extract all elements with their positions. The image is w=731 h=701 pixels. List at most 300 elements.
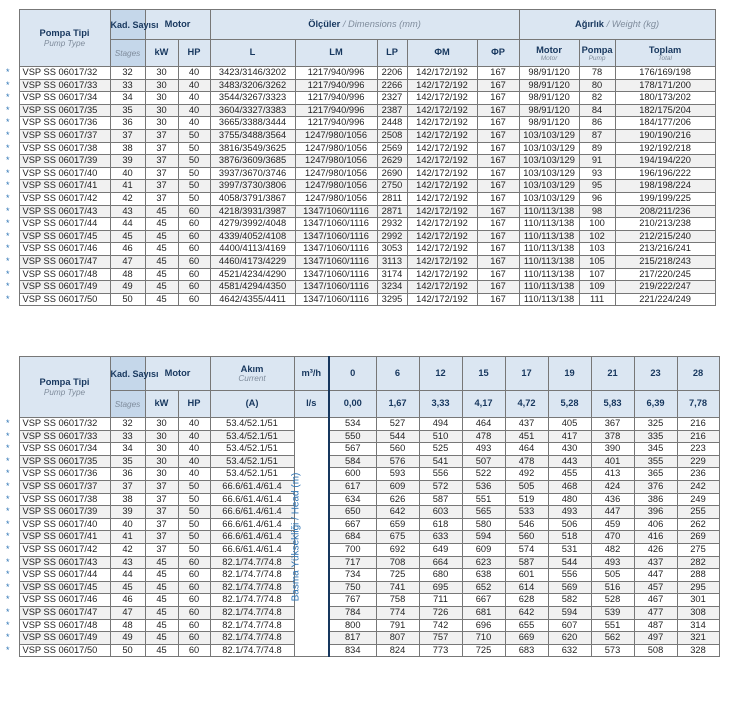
head-value: 587 (505, 556, 548, 569)
stages-value: 45 (110, 230, 145, 243)
flow-m3h-8: 28 (677, 357, 719, 391)
hp-value: 60 (178, 243, 210, 256)
head-value: 565 (462, 506, 505, 519)
head-value: 470 (591, 531, 634, 544)
lm-value: 1247/980/1056 (295, 192, 377, 205)
head-value: 531 (548, 543, 591, 556)
motor-header-2: Motor (145, 357, 210, 391)
pump-model: VSP SS 06017/36 (19, 468, 110, 481)
head-value: 642 (505, 606, 548, 619)
weight-total-value: 190/190/216 (615, 129, 715, 142)
current-value: 66.6/61.4/61.4 (210, 493, 294, 506)
asterisk-marker: * (6, 129, 19, 142)
weight-pump-value: 78 (579, 67, 615, 80)
head-value: 367 (591, 418, 634, 431)
stages-value: 36 (110, 468, 145, 481)
asterisk-marker: * (6, 594, 19, 607)
pump-model: VSP SS 06017/33 (19, 430, 110, 443)
head-value: 556 (419, 468, 462, 481)
current-value: 66.6/61.4/61.4 (210, 543, 294, 556)
head-value: 533 (505, 506, 548, 519)
weight-pump-value: 80 (579, 79, 615, 92)
stages-value: 49 (110, 632, 145, 645)
pump-model: VSP SS 06017/44 (19, 569, 110, 582)
head-value: 708 (376, 556, 419, 569)
current-value: 66.6/61.4/61.4 (210, 480, 294, 493)
pump-model: VSP SS 06017/44 (19, 218, 110, 231)
hp-value: 60 (178, 644, 210, 657)
asterisk-marker: * (6, 644, 19, 657)
head-value: 314 (677, 619, 719, 632)
table-row (6, 281, 715, 294)
hp-value: 60 (178, 569, 210, 582)
head-value: 455 (548, 468, 591, 481)
lm-value: 1347/1060/1116 (295, 205, 377, 218)
head-value: 623 (462, 556, 505, 569)
l-value: 4581/4294/4350 (210, 281, 295, 294)
lm-value: 1247/980/1056 (295, 129, 377, 142)
flow-ls-4: 4,72 (505, 391, 548, 418)
head-value: 649 (419, 543, 462, 556)
kw-value: 30 (145, 79, 178, 92)
head-value: 750 (329, 581, 376, 594)
weight-motor-value: 98/91/120 (519, 104, 579, 117)
kw-value: 37 (145, 180, 178, 193)
head-value: 487 (634, 619, 677, 632)
head-value: 692 (376, 543, 419, 556)
hp-value: 50 (178, 180, 210, 193)
hp-value: 60 (178, 556, 210, 569)
asterisk-marker: * (6, 230, 19, 243)
table-row (6, 556, 719, 569)
table-row (6, 155, 715, 168)
lp-value: 2629 (377, 155, 407, 168)
l-value: 3665/3388/3444 (210, 117, 295, 130)
stages-value: 50 (110, 644, 145, 657)
phim-value: 142/172/192 (407, 155, 477, 168)
hp-value: 50 (178, 129, 210, 142)
head-value: 522 (462, 468, 505, 481)
kw-value: 37 (145, 192, 178, 205)
head-value: 405 (548, 418, 591, 431)
weight-motor-value: 103/103/129 (519, 192, 579, 205)
weight-total-value: 178/171/200 (615, 79, 715, 92)
phip-value: 167 (477, 155, 519, 168)
lp-value: 2448 (377, 117, 407, 130)
table-row (6, 619, 719, 632)
head-value: 710 (462, 632, 505, 645)
hp-value: 40 (178, 67, 210, 80)
lm-value: 1347/1060/1116 (295, 218, 377, 231)
head-value: 242 (677, 480, 719, 493)
head-value: 550 (329, 430, 376, 443)
pump-model: VSP SS 06017/43 (19, 205, 110, 218)
head-value: 430 (548, 443, 591, 456)
table-row (6, 418, 719, 431)
head-value: 574 (505, 543, 548, 556)
l-value: 4642/4355/4411 (210, 293, 295, 306)
pump-model: VSP SS 06017/32 (19, 67, 110, 80)
weight-pump-value: 109 (579, 281, 615, 294)
l-value: 3997/3730/3806 (210, 180, 295, 193)
asterisk-marker: * (6, 506, 19, 519)
l-value: 4521/4234/4290 (210, 268, 295, 281)
table-row (6, 293, 715, 306)
pump-model: VSP SS 06017/42 (19, 543, 110, 556)
kw-value: 45 (145, 268, 178, 281)
pump-model: VSP SS 06017/46 (19, 243, 110, 256)
dimensions-header: Ölçüler / Dimensions (mm) (210, 10, 519, 40)
asterisk-marker: * (6, 67, 19, 80)
hp-value: 40 (178, 418, 210, 431)
head-value: 742 (419, 619, 462, 632)
asterisk-marker: * (6, 79, 19, 92)
asterisk-marker: * (6, 581, 19, 594)
phim-value: 142/172/192 (407, 167, 477, 180)
hp-value: 60 (178, 230, 210, 243)
head-value: 492 (505, 468, 548, 481)
head-value: 757 (419, 632, 462, 645)
head-value: 773 (419, 644, 462, 657)
phim-value: 142/172/192 (407, 230, 477, 243)
stages-value: 43 (110, 556, 145, 569)
head-value: 482 (591, 543, 634, 556)
flow-m3h-6: 21 (591, 357, 634, 391)
head-value: 681 (462, 606, 505, 619)
asterisk-marker: * (6, 569, 19, 582)
phip-value: 167 (477, 129, 519, 142)
asterisk-marker: * (6, 167, 19, 180)
head-axis-label: Basma Yüksekliği / Head (m) (290, 472, 302, 602)
head-value: 774 (376, 606, 419, 619)
weight-total-value: 176/169/198 (615, 67, 715, 80)
stages-value: 44 (110, 218, 145, 231)
lp-value: 2690 (377, 167, 407, 180)
hp-header-2: HP (178, 391, 210, 418)
phim-value: 142/172/192 (407, 218, 477, 231)
phim-value: 142/172/192 (407, 117, 477, 130)
head-value: 824 (376, 644, 419, 657)
kw-value: 37 (145, 531, 178, 544)
pump-model: VSP SS 06017/38 (19, 142, 110, 155)
head-value: 468 (548, 480, 591, 493)
hp-value: 40 (178, 468, 210, 481)
head-value: 655 (505, 619, 548, 632)
head-value: 560 (376, 443, 419, 456)
head-value: 695 (419, 581, 462, 594)
head-value: 478 (462, 430, 505, 443)
head-value: 609 (462, 543, 505, 556)
head-value: 600 (329, 468, 376, 481)
weight-motor-value: 110/113/138 (519, 243, 579, 256)
table-row (6, 632, 719, 645)
head-value: 573 (591, 644, 634, 657)
head-value: 650 (329, 506, 376, 519)
kw-header: kW (145, 40, 178, 67)
head-value: 536 (462, 480, 505, 493)
stages-value: 32 (110, 67, 145, 80)
hp-value: 60 (178, 632, 210, 645)
table-row (6, 142, 715, 155)
kw-value: 30 (145, 468, 178, 481)
hp-value: 60 (178, 293, 210, 306)
head-value: 725 (462, 644, 505, 657)
kw-value: 45 (145, 581, 178, 594)
pump-model: VSP SS 06017/48 (19, 268, 110, 281)
table-row (6, 230, 715, 243)
asterisk-marker: * (6, 480, 19, 493)
phim-value: 142/172/192 (407, 129, 477, 142)
head-value: 457 (634, 581, 677, 594)
lm-value: 1217/940/996 (295, 104, 377, 117)
kw-value: 30 (145, 443, 178, 456)
weight-pump-value: 103 (579, 243, 615, 256)
pump-model: VSP SS 06017/38 (19, 493, 110, 506)
kw-value: 30 (145, 418, 178, 431)
head-value: 541 (419, 455, 462, 468)
stages-value: 32 (110, 418, 145, 431)
pump-model: VSP SS 06017/45 (19, 230, 110, 243)
table-row (6, 67, 715, 80)
kw-value: 45 (145, 619, 178, 632)
table-row (6, 493, 719, 506)
lp-value: 2932 (377, 218, 407, 231)
pump-model: VSP SS 06017/48 (19, 619, 110, 632)
hp-value: 60 (178, 581, 210, 594)
weight-motor-value: 110/113/138 (519, 255, 579, 268)
flow-m3h-1: 6 (376, 357, 419, 391)
lp-value: 3113 (377, 255, 407, 268)
head-value: 505 (591, 569, 634, 582)
table-row (6, 255, 715, 268)
lm-value: 1217/940/996 (295, 92, 377, 105)
l-value: 3937/3670/3746 (210, 167, 295, 180)
head-value: 642 (376, 506, 419, 519)
pump-model: VSP SS 06017/34 (19, 443, 110, 456)
flow-m3h-2: 12 (419, 357, 462, 391)
head-value: 726 (419, 606, 462, 619)
weight-pump-value: 87 (579, 129, 615, 142)
head-value: 506 (548, 518, 591, 531)
table-row (6, 594, 719, 607)
pump-model: VSP SS 06017/35 (19, 104, 110, 117)
weight-total-header: Toplam Total (615, 40, 715, 67)
head-value: 680 (419, 569, 462, 582)
phim-value: 142/172/192 (407, 79, 477, 92)
weight-pump-value: 84 (579, 104, 615, 117)
head-value: 560 (505, 531, 548, 544)
weight-motor-value: 110/113/138 (519, 230, 579, 243)
weight-pump-value: 91 (579, 155, 615, 168)
head-value: 493 (548, 506, 591, 519)
stages-value: 46 (110, 594, 145, 607)
phip-value: 167 (477, 255, 519, 268)
stages-value: 42 (110, 543, 145, 556)
flow-m3h-3: 15 (462, 357, 505, 391)
lm-value: 1247/980/1056 (295, 180, 377, 193)
lp-value: 2387 (377, 104, 407, 117)
kw-value: 30 (145, 430, 178, 443)
table-row (6, 531, 719, 544)
pump-model: VSP SS 06017/41 (19, 531, 110, 544)
weight-pump-value: 82 (579, 92, 615, 105)
current-header: Akım Current (210, 357, 294, 391)
weight-pump-value: 111 (579, 293, 615, 306)
phim-value: 142/172/192 (407, 67, 477, 80)
motor-header: Motor (145, 10, 210, 40)
asterisk-marker: * (6, 543, 19, 556)
head-value: 406 (634, 518, 677, 531)
l-value: 4279/3992/4048 (210, 218, 295, 231)
head-value: 493 (462, 443, 505, 456)
stages-value: 45 (110, 581, 145, 594)
current-unit-header: (A) (210, 391, 294, 418)
weight-motor-value: 110/113/138 (519, 268, 579, 281)
head-value: 617 (329, 480, 376, 493)
current-value: 82.1/74.7/74.8 (210, 556, 294, 569)
phim-value: 142/172/192 (407, 268, 477, 281)
kw-value: 45 (145, 556, 178, 569)
performance-table-body (6, 418, 719, 657)
head-value: 436 (591, 493, 634, 506)
head-value: 390 (591, 443, 634, 456)
performance-table (6, 356, 720, 657)
stages-value: 47 (110, 255, 145, 268)
pump-model: VSP SS 06017/41 (19, 180, 110, 193)
weight-pump-value: 98 (579, 205, 615, 218)
head-value: 413 (591, 468, 634, 481)
asterisk-marker: * (6, 281, 19, 294)
weight-total-value: 221/224/249 (615, 293, 715, 306)
m3h-header: m³/h (294, 357, 329, 391)
asterisk-marker: * (6, 268, 19, 281)
stages-value: 48 (110, 619, 145, 632)
phip-value: 167 (477, 243, 519, 256)
asterisk-marker: * (6, 243, 19, 256)
head-value: 437 (505, 418, 548, 431)
weight-motor-value: 103/103/129 (519, 155, 579, 168)
table-row (6, 518, 719, 531)
head-value: 328 (677, 644, 719, 657)
phip-value: 167 (477, 142, 519, 155)
weight-motor-value: 103/103/129 (519, 180, 579, 193)
lm-value: 1247/980/1056 (295, 155, 377, 168)
hp-value: 40 (178, 79, 210, 92)
stages-value: 38 (110, 493, 145, 506)
head-value: 834 (329, 644, 376, 657)
table-row (6, 79, 715, 92)
table-row (6, 569, 719, 582)
phim-value: 142/172/192 (407, 180, 477, 193)
stages-en-header-2: Stages (110, 391, 145, 418)
head-value: 633 (419, 531, 462, 544)
pump-model: VSP SS 06017/49 (19, 281, 110, 294)
lp-value: 2871 (377, 205, 407, 218)
head-value: 669 (505, 632, 548, 645)
l-value: 4460/4173/4229 (210, 255, 295, 268)
head-value: 817 (329, 632, 376, 645)
head-value: 308 (677, 606, 719, 619)
head-value: 683 (505, 644, 548, 657)
hp-value: 50 (178, 480, 210, 493)
lm-value: 1217/940/996 (295, 117, 377, 130)
pump-type-header: Pompa Tipi Pump Type (19, 10, 110, 67)
head-value: 335 (634, 430, 677, 443)
weight-total-value: 217/220/245 (615, 268, 715, 281)
table-row (6, 455, 719, 468)
head-value: 659 (376, 518, 419, 531)
l-value: 3604/3327/3383 (210, 104, 295, 117)
asterisk-marker: * (6, 619, 19, 632)
weight-total-value: 212/215/240 (615, 230, 715, 243)
kw-value: 37 (145, 543, 178, 556)
head-value: 614 (505, 581, 548, 594)
head-value: 800 (329, 619, 376, 632)
lp-value: 3234 (377, 281, 407, 294)
current-value: 82.1/74.7/74.8 (210, 644, 294, 657)
head-value: 236 (677, 468, 719, 481)
table-row (6, 92, 715, 105)
head-value: 539 (591, 606, 634, 619)
phip-value: 167 (477, 92, 519, 105)
phim-header: ΦM (407, 40, 477, 67)
pump-model: VSP SS 06017/35 (19, 455, 110, 468)
weight-total-value: 196/196/222 (615, 167, 715, 180)
hp-value: 40 (178, 430, 210, 443)
phip-value: 167 (477, 230, 519, 243)
head-value: 505 (505, 480, 548, 493)
head-value: 725 (376, 569, 419, 582)
head-value: 587 (419, 493, 462, 506)
stages-value: 50 (110, 293, 145, 306)
current-value: 82.1/74.7/74.8 (210, 569, 294, 582)
kw-value: 37 (145, 155, 178, 168)
table-row (6, 480, 719, 493)
asterisk-marker: * (6, 632, 19, 645)
phim-value: 142/172/192 (407, 142, 477, 155)
weight-motor-value: 98/91/120 (519, 79, 579, 92)
head-value: 580 (462, 518, 505, 531)
l-value: 3544/3267/3323 (210, 92, 295, 105)
table-row (6, 104, 715, 117)
lp-value: 2750 (377, 180, 407, 193)
hp-value: 50 (178, 155, 210, 168)
asterisk-marker: * (6, 155, 19, 168)
ls-header: l/s (294, 391, 329, 418)
head-value: 424 (591, 480, 634, 493)
hp-value: 50 (178, 518, 210, 531)
pump-model: VSP SS 06017/36 (19, 117, 110, 130)
hp-value: 60 (178, 594, 210, 607)
head-value: 711 (419, 594, 462, 607)
hp-value: 40 (178, 117, 210, 130)
head-value: 567 (329, 443, 376, 456)
head-value: 767 (329, 594, 376, 607)
asterisk-marker: * (6, 192, 19, 205)
head-value: 416 (634, 531, 677, 544)
head-value: 584 (329, 455, 376, 468)
phim-value: 142/172/192 (407, 243, 477, 256)
kw-value: 30 (145, 117, 178, 130)
head-value: 528 (591, 594, 634, 607)
kw-value: 45 (145, 569, 178, 582)
weight-pump-value: 107 (579, 268, 615, 281)
head-value: 519 (505, 493, 548, 506)
stages-value: 39 (110, 506, 145, 519)
flow-m3h-5: 19 (548, 357, 591, 391)
kw-value: 45 (145, 218, 178, 231)
l-value: 4400/4113/4169 (210, 243, 295, 256)
